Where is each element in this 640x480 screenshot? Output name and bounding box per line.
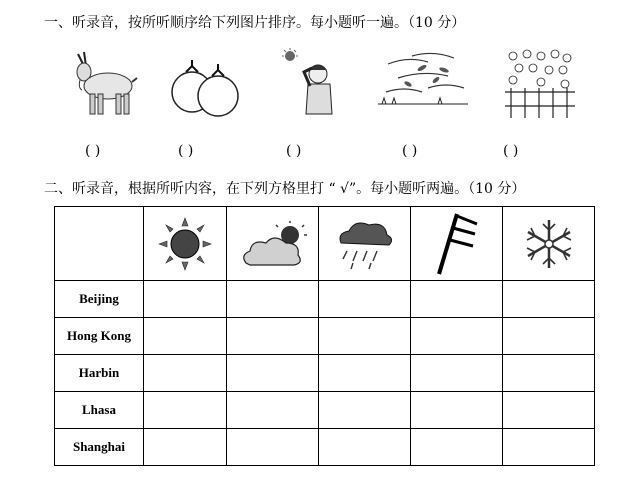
check-cell[interactable] (319, 318, 411, 355)
city-label: Shanghai (55, 429, 144, 466)
check-cell[interactable] (411, 318, 503, 355)
goat-icon (70, 48, 140, 120)
check-cell[interactable] (503, 392, 595, 429)
answer-blank-1[interactable]: ( ) (85, 143, 101, 159)
check-cell[interactable] (144, 429, 227, 466)
wind-flag-icon (411, 207, 503, 281)
table-row (55, 392, 595, 429)
answer-blank-2[interactable]: ( ) (178, 143, 194, 159)
city-label: Hong Kong (55, 318, 144, 355)
check-cell[interactable] (227, 355, 319, 392)
table-row (55, 318, 595, 355)
check-cell[interactable] (503, 318, 595, 355)
check-cell[interactable] (227, 429, 319, 466)
snowflake-icon (503, 207, 595, 281)
check-cell[interactable] (319, 281, 411, 318)
check-cell[interactable] (411, 392, 503, 429)
check-cell[interactable] (227, 392, 319, 429)
check-cell[interactable] (503, 429, 595, 466)
flower-fence-icon (505, 48, 575, 120)
check-cell[interactable] (411, 281, 503, 318)
check-cell[interactable] (227, 318, 319, 355)
city-label: Lhasa (55, 392, 144, 429)
city-label: Beijing (55, 281, 144, 318)
weather-table (54, 206, 595, 466)
section2-title: 二、听录音，根据所听内容，在下列方格里打 “ √”。每小题听两遍。（10 分） (44, 181, 526, 197)
check-cell[interactable] (144, 318, 227, 355)
check-cell[interactable] (503, 281, 595, 318)
check-cell[interactable] (503, 355, 595, 392)
check-cell[interactable] (144, 392, 227, 429)
check-cell[interactable] (319, 355, 411, 392)
tomatoes-icon (170, 48, 240, 120)
check-cell[interactable] (319, 392, 411, 429)
check-cell[interactable] (411, 355, 503, 392)
table-row (55, 355, 595, 392)
section1-title: 一、听录音，按所听顺序给下列图片排序。每小题听一遍。（10 分） (44, 15, 466, 31)
answer-blank-5[interactable]: ( ) (503, 143, 519, 159)
corner-cell (55, 207, 144, 281)
partly-cloudy-icon (227, 207, 319, 281)
rain-cloud-icon (319, 207, 411, 281)
city-label: Harbin (55, 355, 144, 392)
check-cell[interactable] (411, 429, 503, 466)
windy-leaves-icon (378, 48, 448, 120)
boy-sunny-icon (278, 48, 348, 120)
table-row (55, 429, 595, 466)
answer-blank-3[interactable]: ( ) (286, 143, 302, 159)
answer-blank-4[interactable]: ( ) (402, 143, 418, 159)
table-row (55, 281, 595, 318)
check-cell[interactable] (319, 429, 411, 466)
sun-icon (144, 207, 227, 281)
check-cell[interactable] (144, 355, 227, 392)
check-cell[interactable] (144, 281, 227, 318)
check-cell[interactable] (227, 281, 319, 318)
